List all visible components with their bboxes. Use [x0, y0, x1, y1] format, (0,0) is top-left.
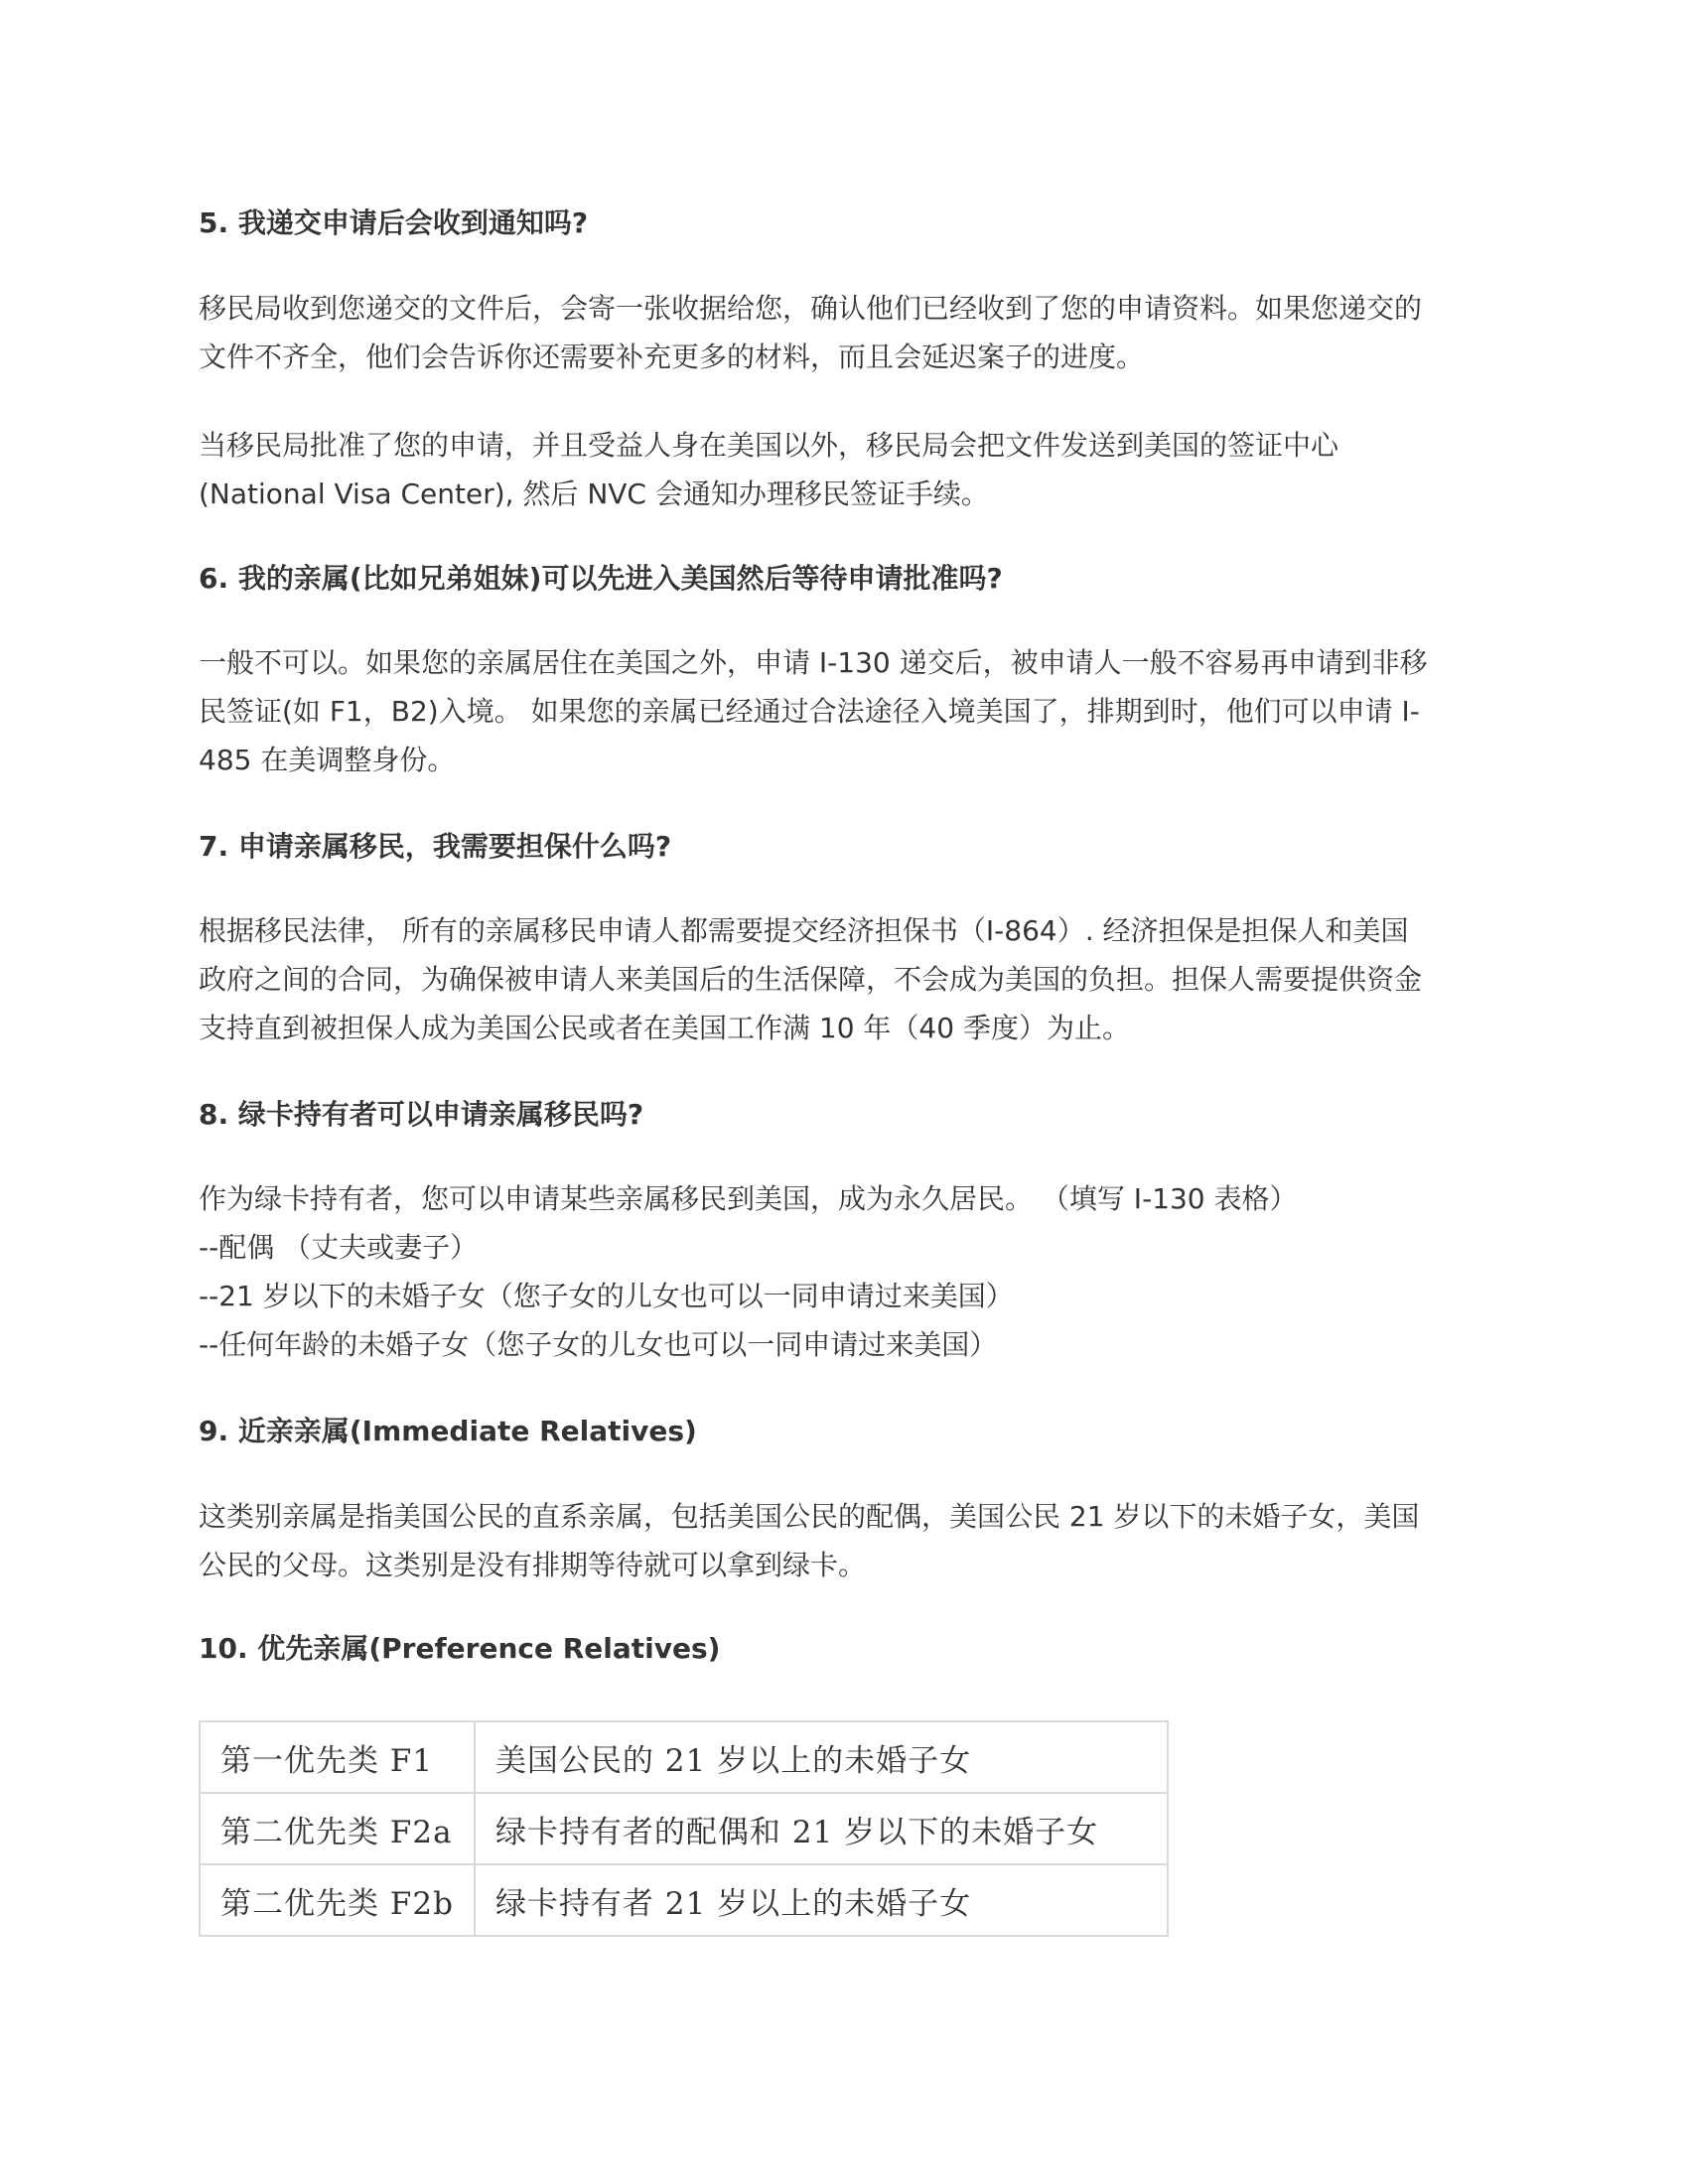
text-line: 485 在美调整身份。	[199, 744, 456, 776]
section-8-paragraph-1	[199, 1174, 1489, 1369]
table-cell-category: 第一优先类 F1	[200, 1721, 475, 1793]
text-line: 当移民局批准了您的申请，并且受益人身在美国以外，移民局会把文件发送到美国的签证中心	[199, 429, 1339, 462]
section-heading-5: 5. 我递交申请后会收到通知吗?	[199, 206, 589, 239]
text-line: 文件不齐全，他们会告诉你还需要补充更多的材料，而且会延迟案子的进度。	[199, 341, 1145, 373]
section-heading-8: 8. 绿卡持有者可以申请亲属移民吗?	[199, 1098, 644, 1131]
text-line: 公民的父母。这类别是没有排期等待就可以拿到绿卡。	[199, 1549, 867, 1581]
text-line: 一般不可以。如果您的亲属居住在美国之外，申请 I-130 递交后，被申请人一般不容易再申请到非移	[199, 646, 1428, 679]
section-heading-7: 7. 申请亲属移民，我需要担保什么吗?	[199, 830, 672, 863]
table-row	[200, 1721, 1168, 1793]
section-6-paragraph-1	[199, 638, 1489, 784]
text-line: 政府之间的合同，为确保被申请人来美国后的生活保障，不会成为美国的负担。担保人需要提供资金	[199, 963, 1423, 996]
text-line: (National Visa Center), 然后 NVC 会通知办理移民签证手续。	[199, 478, 989, 510]
table-row	[200, 1864, 1168, 1936]
table-cell-description: 美国公民的 21 岁以上的未婚子女	[475, 1721, 1168, 1793]
table-cell-category: 第二优先类 F2a	[200, 1793, 475, 1864]
preference-table	[199, 1720, 1169, 1937]
text-line: 民签证(如 F1，B2)入境。 如果您的亲属已经通过合法途径入境美国了，排期到时，他们可以申请 I-	[199, 695, 1420, 728]
section-5-paragraph-1	[199, 284, 1489, 381]
text-line: 根据移民法律， 所有的亲属移民申请人都需要提交经济担保书（I-864）. 经济担保是担保人和美国	[199, 914, 1409, 947]
section-7-paragraph-1	[199, 906, 1489, 1052]
table-cell-category: 第二优先类 F2b	[200, 1864, 475, 1936]
text-line: 移民局收到您递交的文件后，会寄一张收据给您，确认他们已经收到了您的申请资料。如果您递交的	[199, 292, 1423, 325]
section-heading-6: 6. 我的亲属(比如兄弟姐妹)可以先进入美国然后等待申请批准吗?	[199, 562, 1003, 595]
text-line: 这类别亲属是指美国公民的直系亲属，包括美国公民的配偶，美国公民 21 岁以下的未婚子女，美国	[199, 1500, 1420, 1533]
table-cell-description: 绿卡持有者的配偶和 21 岁以下的未婚子女	[475, 1793, 1168, 1864]
table-cell-description: 绿卡持有者 21 岁以上的未婚子女	[475, 1864, 1168, 1936]
section-heading-10: 10. 优先亲属(Preference Relatives)	[199, 1632, 721, 1665]
list-item: --配偶 （丈夫或妻子）	[199, 1231, 479, 1264]
list-item: --任何年龄的未婚子女（您子女的儿女也可以一同申请过来美国）	[199, 1328, 998, 1361]
list-item: --21 岁以下的未婚子女（您子女的儿女也可以一同申请过来美国）	[199, 1280, 1014, 1312]
table-row	[200, 1793, 1168, 1864]
text-line: 支持直到被担保人成为美国公民或者在美国工作满 10 年（40 季度）为止。	[199, 1012, 1130, 1044]
section-heading-9: 9. 近亲亲属(Immediate Relatives)	[199, 1415, 697, 1447]
section-5-paragraph-2	[199, 421, 1489, 518]
text-line: 作为绿卡持有者，您可以申请某些亲属移民到美国，成为永久居民。 （填写 I-130 表格）	[199, 1182, 1298, 1215]
section-9-paragraph-1	[199, 1492, 1489, 1589]
